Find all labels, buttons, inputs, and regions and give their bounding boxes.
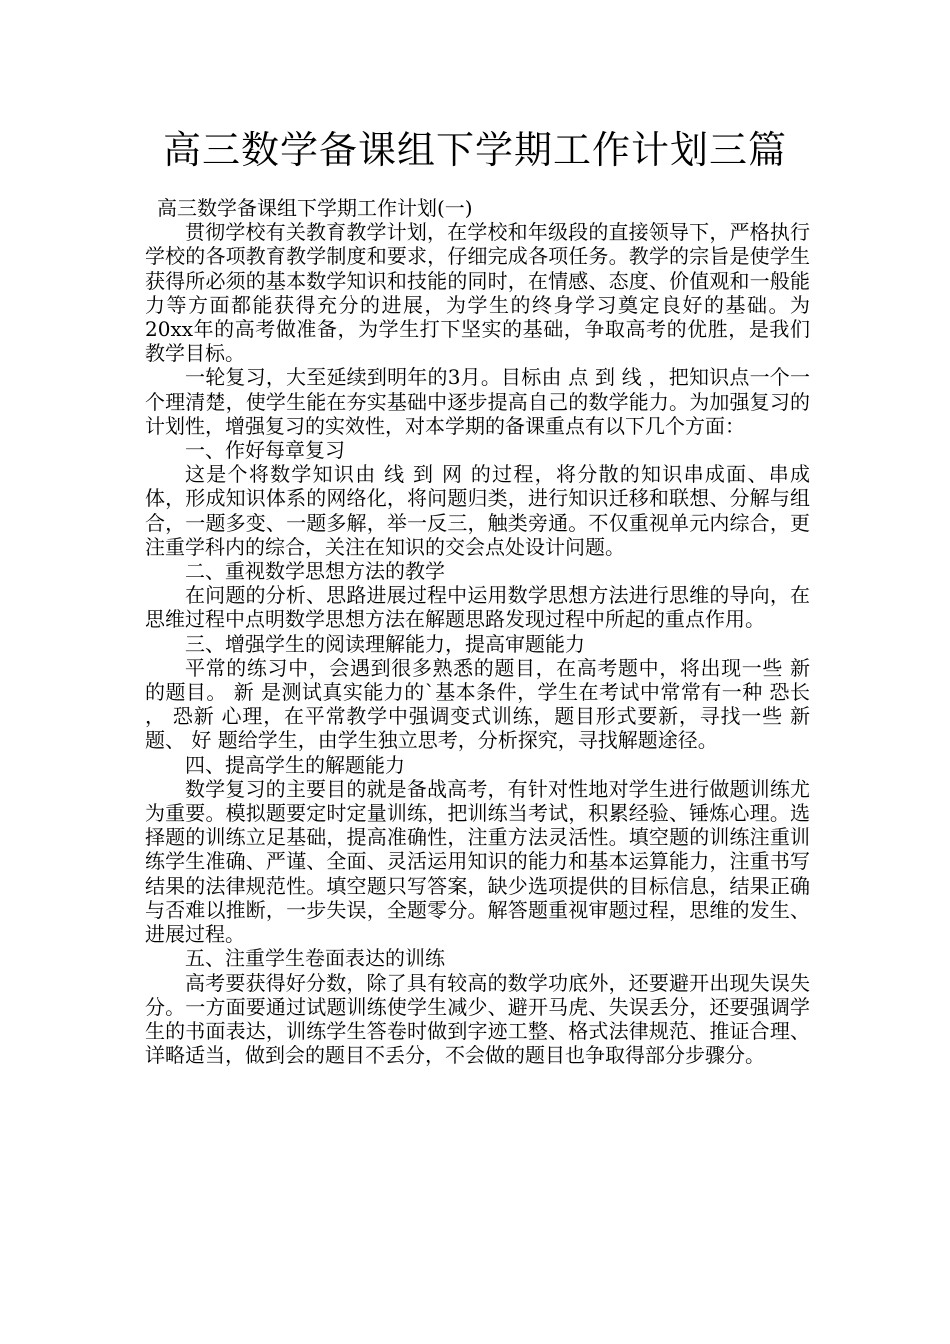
paragraph-reading-ability: 平常的练习中，会遇到很多熟悉的题目，在高考题中，将出现一些 新 的题目。 新 是测试真实能力的`基本条件，学生在考试中常常有一种 恐长 ， 恐新 心理，在平常教学中强调变式训练，题目形式要新，寻找一些 新 题、 好 题给学生，由学生独立思考，分析探究，寻找解题途径。 xyxy=(145,655,810,753)
paragraph-math-thinking: 在问题的分析、思路进展过程中运用数学思想方法进行思维的导向，在思维过程中点明数学思想方法在解题思路发现过程中所起的重点作用。 xyxy=(145,583,810,632)
heading-reading-ability: 三、增强学生的阅读理解能力，提高审题能力 xyxy=(185,631,585,656)
paragraph-intro: 贯彻学校有关教育教学计划，在学校和年级段的直接领导下，严格执行学校的各项教育教学制度和要求，仔细完成各项任务。教学的宗旨是使学生获得所必须的基本数学知识和技能的同时，在情感、态度、价值观和一般能力等方面都能获得充分的进展，为学生的终身学习奠定良好的基础。为20xx年的高考做准备，为学生打下坚实的基础，争取高考的优胜，是我们教学目标。 xyxy=(145,220,810,366)
paragraph-chapter-review: 这是个将数学知识由 线 到 网 的过程，将分散的知识串成面、串成体，形成知识体系的网络化，将问题归类，进行知识迁移和联想、分解与组合，一题多变、一题多解，举一反三，触类旁通。不仅重视单元内综合，更注重学科内的综合，关注在知识的交会点处设计问题。 xyxy=(145,462,810,559)
section-subtitle: 高三数学备课组下学期工作计划(一) xyxy=(157,196,473,220)
heading-written-expression: 五、注重学生卷面表达的训练 xyxy=(185,946,445,971)
document-title: 高三数学备课组下学期工作计划三篇 xyxy=(162,128,787,172)
heading-chapter-review: 一、作好每章复习 xyxy=(185,438,345,463)
paragraph-written-expression: 高考要获得好分数，除了具有较高的数学功底外，还要避开出现失误失分。一方面要通过试题训练使学生减少、避开马虎、失误丢分，还要强调学生的书面表达，训练学生答卷时做到字迹工整、格式法律规范、推证合理、详略适当，做到会的题目不丢分，不会做的题目也争取得部分步骤分。 xyxy=(145,970,810,1068)
heading-problem-solving: 四、提高学生的解题能力 xyxy=(185,752,405,777)
document-body xyxy=(145,196,810,1067)
heading-math-thinking: 二、重视数学思想方法的教学 xyxy=(185,559,445,584)
paragraph-problem-solving: 数学复习的主要目的就是备战高考，有针对性地对学生进行做题训练尤为重要。模拟题要定时定量训练，把训练当考试，积累经验、锤炼心理。选择题的训练立足基础，提高准确性，注重方法灵活性。填空题的训练注重训练学生准确、严谨、全面、灵活运用知识的能力和基本运算能力，注重书写结果的法律规范性。填空题只写答案，缺少选项提供的目标信息，结果正确与否难以推断，一步失误，全题零分。解答题重视审题过程，思维的发生、进展过程。 xyxy=(145,776,810,947)
paragraph-review-plan: 一轮复习，大至延续到明年的3月。目标由 点 到 线 ，把知识点一个一个理清楚，使学生能在夯实基础中逐步提高自己的数学能力。为加强复习的计划性，增强复习的实效性，对本学期的备课重点有以下几个方面： xyxy=(145,365,810,438)
